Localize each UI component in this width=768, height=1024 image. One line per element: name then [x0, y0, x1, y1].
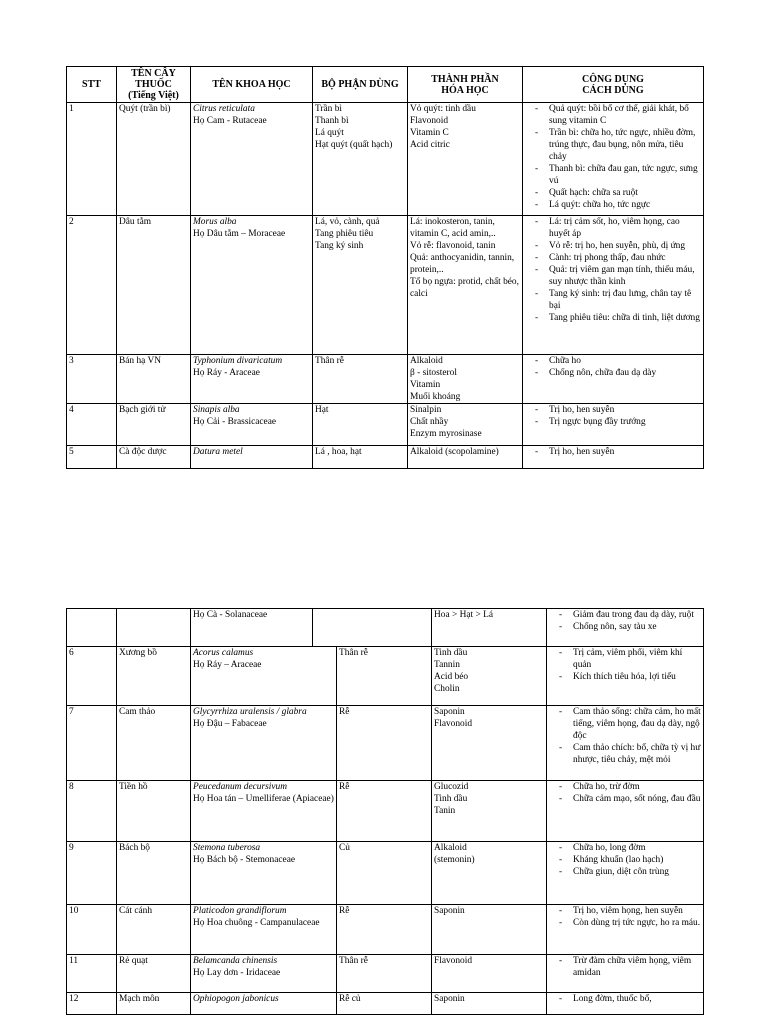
family-name: Họ Hoa chuông - Campanulaceae — [193, 918, 320, 928]
header-stt: STT — [67, 67, 117, 103]
uses-list — [549, 781, 701, 805]
cell-part-used — [313, 446, 408, 469]
chemical-line: (stemonin) — [434, 855, 475, 865]
cell-scientific-name — [191, 647, 337, 706]
medicinal-plants-table-1 — [66, 66, 704, 469]
scientific-name: Sinapis alba — [193, 405, 240, 415]
cell-chemical — [432, 647, 547, 706]
part-used-line: Thanh bì — [315, 116, 349, 126]
chemical-line: Enzym myrosinase — [410, 429, 482, 439]
cell-uses — [523, 216, 704, 355]
scientific-name: Ophiopogon jabonicus — [193, 994, 279, 1004]
cell-stt: 12 — [67, 993, 117, 1015]
table-row — [67, 647, 704, 706]
cell-part-used — [337, 647, 432, 706]
cell-plant-name: Bạch giới tử — [117, 404, 191, 446]
cell-uses — [547, 781, 704, 842]
use-item: - Cam thảo chích: bổ, chữa tỳ vị hư nhược, tiêu chảy, mệt mỏi — [563, 742, 701, 766]
cell-stt: 1 — [67, 103, 117, 216]
table-row — [67, 955, 704, 993]
cell-stt: 6 — [67, 647, 117, 706]
cell-uses — [523, 103, 704, 216]
use-item: - Chữa ho, trừ đờm — [563, 781, 701, 793]
use-item: - Trị ho, hen suyễn — [539, 404, 701, 416]
cell-uses — [547, 905, 704, 955]
scientific-name: Citrus reticulata — [193, 104, 255, 114]
table-row — [67, 706, 704, 781]
part-used-line: Thân rễ — [315, 356, 344, 366]
cell-uses — [547, 955, 704, 993]
part-used-line: Tang ký sinh — [315, 241, 364, 251]
chemical-line: Quả: anthocyanidin, tannin, protein,.. — [410, 253, 515, 275]
use-item: - Trị cảm, viêm phổi, viêm khí quản — [563, 647, 701, 671]
family-name: Họ Ráy – Araceae — [193, 660, 262, 670]
chemical-line: Flavonoid — [434, 719, 473, 729]
cell-stt: 7 — [67, 706, 117, 781]
cell-uses — [547, 706, 704, 781]
header-chemical-composition: THÀNH PHẦN HÓA HỌC — [408, 67, 523, 103]
chemical-line: Saponin — [434, 707, 465, 717]
table-header-row — [67, 67, 704, 103]
cell-plant-name: Cam thảo — [117, 706, 191, 781]
uses-list — [549, 955, 701, 979]
cell-stt — [67, 609, 117, 647]
chemical-line: Tanin — [434, 806, 456, 816]
scientific-name: Acorus calamus — [193, 648, 254, 658]
cell-stt: 11 — [67, 955, 117, 993]
cell-chemical — [408, 404, 523, 446]
use-item: - Trị ngực bụng đầy trướng — [539, 416, 701, 428]
chemical-line: Cholin — [434, 684, 460, 694]
uses-list — [549, 647, 701, 683]
cell-scientific-name — [191, 706, 337, 781]
cell-chemical — [408, 446, 523, 469]
chemical-line: Lá: inokosteron, tanin, vitamin C, acid amin,.. — [410, 217, 496, 239]
chemical-line: Acid citric — [410, 140, 450, 150]
use-item: - Cành: trị phong thấp, đau nhức — [539, 252, 701, 264]
cell-part-used — [313, 355, 408, 404]
family-name: Họ Lay dơn - Iridaceae — [193, 968, 281, 978]
chemical-line: Tannin — [434, 660, 460, 670]
table-row — [67, 103, 704, 216]
cell-plant-name: Quýt (trần bì) — [117, 103, 191, 216]
part-used-line: Rễ — [339, 707, 350, 717]
chemical-line: Alkaloid — [410, 356, 443, 366]
table-row-continuation — [67, 609, 704, 647]
table-row — [67, 905, 704, 955]
chemical-line: Vỏ rễ: flavonoid, tanin — [410, 241, 496, 251]
cell-stt: 3 — [67, 355, 117, 404]
part-used-line: Củ — [339, 843, 350, 853]
cell-scientific-name — [191, 905, 337, 955]
cell-plant-name: Tiền hồ — [117, 781, 191, 842]
cell-stt: 9 — [67, 842, 117, 905]
cell-chemical — [408, 216, 523, 355]
scientific-name: Stemona tuberosa — [193, 843, 261, 853]
cell-plant-name: Rẻ quạt — [117, 955, 191, 993]
cell-part-used — [313, 103, 408, 216]
family-name: Họ Dâu tằm – Moraceae — [193, 229, 286, 239]
table-row — [67, 355, 704, 404]
family-name: Họ Ráy - Araceae — [193, 368, 260, 378]
use-item: - Kháng khuẩn (lao hạch) — [563, 854, 701, 866]
table-row — [67, 781, 704, 842]
cell-plant-name: Bán hạ VN — [117, 355, 191, 404]
cell-chemical — [408, 103, 523, 216]
cell-chemical: Hoa > Hạt > Lá — [432, 609, 547, 647]
part-used-line: Rễ — [339, 906, 350, 916]
chemical-line: Muối khoáng — [410, 392, 461, 402]
use-item: - Vỏ rễ: trị ho, hen suyễn, phù, dị ứng — [539, 240, 701, 252]
cell-plant-name: Cà độc dược — [117, 446, 191, 469]
part-used-line: Lá , hoa, hạt — [315, 447, 362, 457]
cell-part-used — [337, 993, 432, 1015]
use-item: - Còn dùng trị tức ngực, ho ra máu. — [563, 917, 701, 929]
cell-part-used — [313, 609, 432, 647]
chemical-line: Tổ bọ ngựa: protid, chất béo, calci — [410, 277, 519, 299]
part-used-line: Trần bì — [315, 104, 343, 114]
cell-part-used — [337, 781, 432, 842]
cell-scientific-name — [191, 955, 337, 993]
family-name: Họ Hoa tán – Umelliferae (Apiaceae) — [193, 794, 334, 804]
use-item: - Giảm đau trong đau dạ dày, ruột — [563, 609, 701, 621]
scientific-name: Morus alba — [193, 217, 237, 227]
cell-stt: 10 — [67, 905, 117, 955]
chemical-line: Flavonoid — [410, 116, 449, 126]
use-item: - Chống nôn, say tàu xe — [563, 621, 701, 633]
use-item: - Tang phiêu tiêu: chữa di tinh, liệt dương — [539, 312, 701, 324]
part-used-line: Lá, vỏ, cành, quả — [315, 217, 380, 227]
chemical-line: Chất nhầy — [410, 417, 449, 427]
use-item: - Chữa ho, long đờm — [563, 842, 701, 854]
chemical-line: Vitamin C — [410, 128, 449, 138]
use-item: - Thanh bì: chữa đau gan, tức ngực, sưng vú — [539, 163, 701, 187]
use-item: - Chống nôn, chữa đau dạ dày — [539, 367, 701, 379]
table-row — [67, 404, 704, 446]
cell-plant-name: Cát cánh — [117, 905, 191, 955]
cell-family: Họ Cà - Solanaceae — [191, 609, 313, 647]
table-row — [67, 993, 704, 1015]
chemical-line: Glucozid — [434, 782, 469, 792]
family-name: Họ Đậu – Fabaceae — [193, 719, 267, 729]
uses-list — [549, 993, 701, 1005]
part-used-line: Rễ — [339, 782, 350, 792]
chemical-line: Sinalpin — [410, 405, 442, 415]
chemical-line: Vỏ quýt: tinh dầu — [410, 104, 476, 114]
part-used-line: Hạt — [315, 405, 329, 415]
table-row — [67, 446, 704, 469]
part-used-line: Lá quýt — [315, 128, 344, 138]
scientific-name: Typhonium divaricatum — [193, 356, 283, 366]
cell-chemical — [432, 905, 547, 955]
chemical-line: Vitamin — [410, 380, 441, 390]
cell-scientific-name — [191, 781, 337, 842]
use-item: - Cam thảo sống: chữa cảm, ho mất tiếng, viêm họng, đau dạ dày, ngộ độc — [563, 706, 701, 742]
chemical-line: Alkaloid (scopolamine) — [410, 447, 499, 457]
use-item: - Quả quýt: bồi bổ cơ thể, giải khát, bổ sung vitamin C — [539, 103, 701, 127]
uses-list — [549, 706, 701, 766]
uses-list — [525, 404, 701, 428]
cell-stt: 8 — [67, 781, 117, 842]
uses-list — [549, 842, 701, 878]
part-used-line: Tang phiêu tiêu — [315, 229, 374, 239]
cell-chemical — [432, 993, 547, 1015]
uses-list — [549, 905, 701, 929]
chemical-line: Tinh dầu — [434, 794, 468, 804]
cell-chemical — [432, 842, 547, 905]
cell-part-used — [313, 404, 408, 446]
cell-part-used — [337, 905, 432, 955]
cell-uses — [547, 993, 704, 1015]
cell-scientific-name — [191, 993, 337, 1015]
cell-chemical — [432, 781, 547, 842]
cell-uses — [523, 404, 704, 446]
cell-plant-name: Dâu tằm — [117, 216, 191, 355]
use-item: - Long đờm, thuốc bổ, — [563, 993, 701, 1005]
cell-stt: 4 — [67, 404, 117, 446]
use-item: - Quả: trị viêm gan mạn tính, thiếu máu, suy nhược thần kinh — [539, 264, 701, 288]
chemical-line: Tinh dầu — [434, 648, 468, 658]
cell-chemical — [408, 355, 523, 404]
use-item: - Lá: trị cảm sốt, ho, viêm họng, cao huyết áp — [539, 216, 701, 240]
scientific-name: Glycyrrhiza uralensis / glabra — [193, 707, 307, 717]
cell-uses — [547, 609, 704, 647]
cell-plant-name: Xương bồ — [117, 647, 191, 706]
uses-list — [525, 103, 701, 211]
cell-part-used — [313, 216, 408, 355]
cell-uses — [547, 647, 704, 706]
cell-uses — [547, 842, 704, 905]
cell-part-used — [337, 842, 432, 905]
use-item: - Trị ho, viêm họng, hen suyễn — [563, 905, 701, 917]
family-name: Họ Bách bộ - Stemonaceae — [193, 855, 296, 865]
cell-scientific-name — [191, 216, 313, 355]
use-item: - Trừ đàm chữa viêm họng, viêm amidan — [563, 955, 701, 979]
cell-scientific-name — [191, 355, 313, 404]
cell-stt: 2 — [67, 216, 117, 355]
cell-scientific-name — [191, 103, 313, 216]
cell-plant-name: Mạch môn — [117, 993, 191, 1015]
cell-plant-name — [117, 609, 191, 647]
use-item: - Quất hạch: chữa sa ruột — [539, 187, 701, 199]
cell-chemical — [432, 706, 547, 781]
chemical-line: Saponin — [434, 994, 465, 1004]
uses-list — [525, 446, 701, 458]
use-item: - Chữa ho — [539, 355, 701, 367]
uses-list — [525, 216, 701, 324]
table-row — [67, 216, 704, 355]
chemical-line: Alkaloid — [434, 843, 467, 853]
cell-part-used — [337, 706, 432, 781]
header-scientific-name: TÊN KHOA HỌC — [191, 67, 313, 103]
scientific-name: Platicodon grandiflorum — [193, 906, 287, 916]
cell-uses — [523, 446, 704, 469]
cell-plant-name: Bách bộ — [117, 842, 191, 905]
use-item: - Lá quýt: chữa ho, tức ngực — [539, 199, 701, 211]
family-name: Họ Cam - Rutaceae — [193, 116, 267, 126]
part-used-line: Thân rễ — [339, 648, 368, 658]
cell-part-used — [337, 955, 432, 993]
use-item: - Chữa giun, diệt côn trùng — [563, 866, 701, 878]
cell-scientific-name — [191, 446, 313, 469]
cell-scientific-name — [191, 842, 337, 905]
part-used-line: Hạt quýt (quất hạch) — [315, 140, 393, 150]
header-plant-name: TÊN CÂY THUỐC (Tiếng Việt) — [117, 67, 191, 103]
header-part-used: BỘ PHẬN DÙNG — [313, 67, 408, 103]
part-used-line: Thân rễ — [339, 956, 368, 966]
cell-chemical — [432, 955, 547, 993]
uses-list — [525, 355, 701, 379]
use-item: - Tang ký sinh: trị đau lưng, chân tay tê bại — [539, 288, 701, 312]
part-used-line: Rễ củ — [339, 994, 361, 1004]
cell-uses — [523, 355, 704, 404]
table-row — [67, 842, 704, 905]
chemical-line: Acid béo — [434, 672, 469, 682]
chemical-line: Saponin — [434, 906, 465, 916]
use-item: - Trần bì: chữa ho, tức ngực, nhiều đờm, trúng thực, đau bụng, nôn mửa, tiêu chảy — [539, 127, 701, 163]
scientific-name: Datura metel — [193, 447, 243, 457]
medicinal-plants-table-2 — [66, 608, 704, 1015]
use-item: - Trị ho, hen suyễn — [539, 446, 701, 458]
family-name: Họ Cải - Brassicaceae — [193, 417, 277, 427]
use-item: - Kích thích tiêu hóa, lợi tiểu — [563, 671, 701, 683]
cell-stt: 5 — [67, 446, 117, 469]
scientific-name: Belamcanda chinensis — [193, 956, 278, 966]
chemical-line: Flavonoid — [434, 956, 473, 966]
header-uses: CÔNG DỤNG CÁCH DÙNG — [523, 67, 704, 103]
use-item: - Chữa cảm mạo, sốt nóng, đau đầu — [563, 793, 701, 805]
scientific-name: Peucedanum decursivum — [193, 782, 287, 792]
cell-scientific-name — [191, 404, 313, 446]
chemical-line: β - sitosterol — [410, 368, 457, 378]
